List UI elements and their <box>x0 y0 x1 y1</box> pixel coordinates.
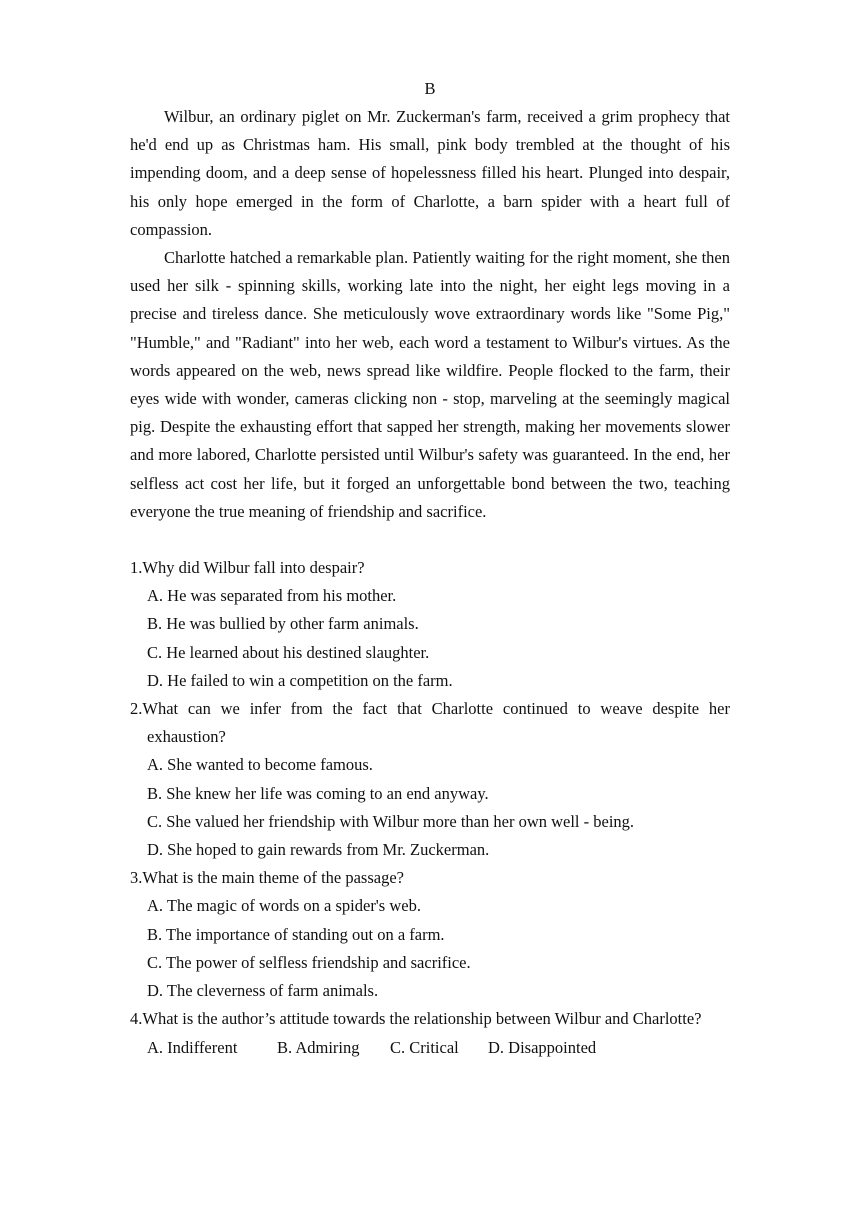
option-c: C. The power of selfless friendship and sacrifice. <box>147 952 471 972</box>
option-d: D. She hoped to gain rewards from Mr. Zuckerman. <box>147 840 490 860</box>
option-d: D. The cleverness of farm animals. <box>147 981 379 1001</box>
question-1 <box>130 554 730 695</box>
question-4 <box>130 1005 730 1061</box>
option-b: B. He was bullied by other farm animals. <box>147 614 419 634</box>
question-stem: 4.What is the author’s attitude towards the relationship between Wilbur and Charlotte? <box>130 1009 702 1029</box>
option-d: D. He failed to win a competition on the farm. <box>147 670 453 690</box>
option-a: A. Indifferent <box>147 1037 238 1057</box>
option-row <box>130 1034 730 1062</box>
option-a: A. She wanted to become famous. <box>147 755 373 775</box>
option-a: A. The magic of words on a spider's web. <box>147 896 421 916</box>
option-b: B. Admiring <box>277 1037 360 1057</box>
option-a: A. He was separated from his mother. <box>147 586 397 606</box>
option-b: B. She knew her life was coming to an end anyway. <box>147 783 489 803</box>
option-c: C. He learned about his destined slaughter. <box>147 642 430 662</box>
passage-paragraph-2: Charlotte hatched a remarkable plan. Patiently waiting for the right moment, she then used her silk - spinning skills, working late into the night, her eight legs moving in a precise and tireless dance. She meticulously wove extraordinary words like "Some Pig," "Humble," and "Radiant" into her web, each word a testament to Wilbur's virtues. As the words appeared on the web, news spread like wildfire. People flocked to the farm, their eyes wide with wonder, cameras clicking non - stop, marveling at the seemingly magical pig. Despite the exhausting effort that sapped her strength, making her movements slower and more labored, Charlotte persisted until Wilbur's safety was guaranteed. In the end, her selfless act cost her life, but it forged an unforgettable bond between the two, teaching everyone the true meaning of friendship and sacrifice. <box>130 248 730 521</box>
document-page <box>130 75 730 1062</box>
spacer <box>130 526 730 554</box>
option-c: C. Critical <box>390 1037 459 1057</box>
question-stem: 3.What is the main theme of the passage? <box>130 868 404 888</box>
question-stem: 2.What can we infer from the fact that Charlotte continued to weave despite her exhaustion? <box>130 699 730 747</box>
section-heading: B <box>424 79 436 98</box>
question-stem: 1.Why did Wilbur fall into despair? <box>130 558 365 578</box>
passage-paragraph-1: Wilbur, an ordinary piglet on Mr. Zuckerman's farm, received a grim prophecy that he'd end up as Christmas ham. His small, pink body trembled at the thought of his impending doom, and a deep sense of hopelessness filled his heart. Plunged into despair, his only hope emerged in the form of Charlotte, a barn spider with a heart full of compassion. <box>130 107 730 239</box>
option-b: B. The importance of standing out on a farm. <box>147 924 445 944</box>
question-3 <box>130 864 730 1005</box>
option-d: D. Disappointed <box>488 1037 597 1057</box>
question-2 <box>130 695 730 864</box>
option-c: C. She valued her friendship with Wilbur more than her own well - being. <box>147 811 635 831</box>
